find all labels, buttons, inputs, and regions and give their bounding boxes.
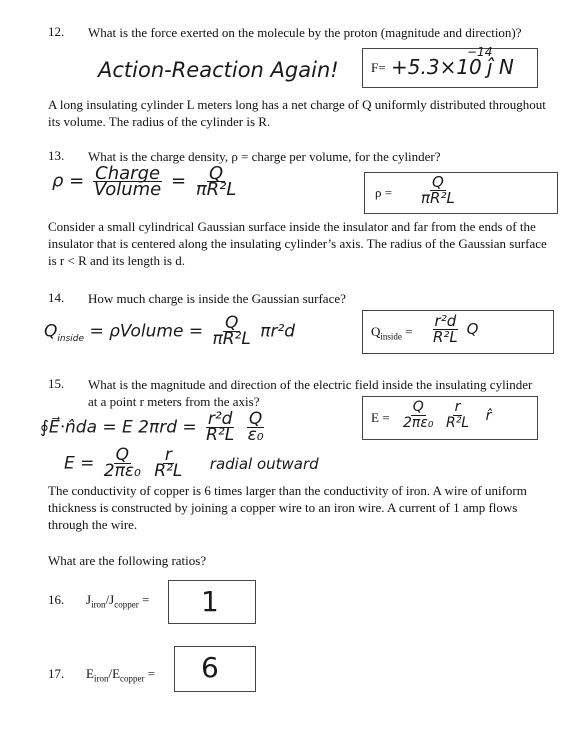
q15-handwritten-line-2 (64, 445, 319, 481)
q14-hw-mid: = ρVolume = (89, 321, 204, 342)
q12-answer-exponent: −14 (467, 45, 493, 59)
q16-label-b-sub: copper (114, 599, 139, 610)
q13-answer-fraction (419, 175, 457, 206)
q14-hw-num: Q (224, 313, 239, 333)
q15-hw-line1-num-1: r²d (207, 409, 233, 429)
intro-paragraph-conductivity: The conductivity of copper is 6 times larger than the conductivity of iron. A wire of uniform thickness is constructed by joining a copper wire to an iron wire. A current of 1 amp flows through the wire. (48, 483, 527, 532)
q15-number: 15. (48, 376, 65, 391)
q15-hw-direction-note: radial outward (209, 454, 319, 473)
q14-answer-label-sub: inside (380, 331, 402, 342)
q14-answer-tail: Q (466, 320, 479, 338)
q15-hw-line2-num-1: Q (115, 445, 130, 465)
q17-label-a-sub: iron (93, 673, 109, 684)
q15-handwritten-line-1 (40, 409, 268, 445)
q14-hw-lhs-sub: inside (57, 333, 85, 344)
q16-answer-box (168, 580, 256, 624)
q14-answer-num: r²d (434, 312, 457, 330)
q15-answer-den-1: 2πε₀ (403, 415, 434, 431)
q14-hw-lhs: Q (44, 321, 58, 342)
q17-equals: = (147, 666, 156, 681)
q15-answer-fraction-2 (444, 400, 471, 431)
q17-label-a: E (86, 666, 94, 681)
q13-hw-equals: = (171, 170, 187, 192)
intro-paragraph-cylinder: A long insulating cylinder L meters long has a net charge of Q uniformly distributed throughout its volume. The radius of the cylinder is R. (48, 97, 546, 129)
q15-text: What is the magnitude and direction of the electric field inside the insulating cylinder at a point r meters from the axis? (88, 377, 533, 409)
q15-hw-line1-lhs: ∮E⃗·n̂da = E 2πrd = (40, 417, 197, 438)
q13-hw-lhs: ρ = (52, 170, 85, 192)
q15-hw-line2-num-2: r (164, 445, 172, 465)
intro-paragraph-gaussian: Consider a small cylindrical Gaussian surface inside the insulator and far from the ends of the insulator that is centered along the insulating cylinder’s axis. The radius of the Gaussian surface is r < R and its length is d. (48, 219, 547, 268)
q17-number: 17. (48, 666, 65, 681)
q12-handwritten-work: Action-Reaction Again! (98, 58, 339, 82)
q15-hw-line1-den-2: ε₀ (247, 425, 264, 445)
q16-label (86, 592, 149, 610)
q13-hw-num-1: Charge (95, 163, 161, 184)
q16-answer-value: 1 (201, 585, 219, 618)
q15-answer-label: E = (371, 410, 390, 425)
q14-text: How much charge is inside the Gaussian surface? (88, 291, 346, 306)
q12-answer-box (362, 45, 538, 88)
q17-label-b: /E (108, 666, 121, 681)
q15-answer-den-2: R²L (445, 415, 470, 431)
q13-hw-den-2: πR²L (195, 179, 237, 200)
q15-hw-line1-fraction-1 (204, 409, 236, 445)
q15-answer-num-2: r (454, 399, 461, 415)
q14-answer-box (362, 310, 554, 354)
q16-label-a-sub: iron (91, 599, 106, 610)
q15-hw-line2-den-2: R²L (154, 461, 183, 481)
q13-hw-fraction-2 (194, 163, 239, 200)
q14-number: 14. (48, 290, 65, 305)
q17-label-b-sub: copper (120, 673, 145, 684)
q16-equals: = (141, 592, 150, 607)
q13-answer-label: ρ = (375, 185, 393, 200)
q14-hw-den: πR²L (212, 329, 251, 349)
q15-answer-expression (399, 400, 491, 431)
q14-answer-label: Q (371, 324, 381, 339)
q14-hw-fraction (211, 313, 253, 349)
q12-answer-unit: ĵ N (487, 55, 514, 79)
q17-label (86, 666, 155, 684)
q15-answer-direction: r̂ (485, 407, 492, 424)
q14-answer-label-group (371, 324, 412, 342)
q13-hw-fraction-1 (92, 163, 163, 200)
q16-label-a: J (86, 592, 92, 607)
q16-number: 16. (48, 592, 65, 607)
q15-answer-box (362, 396, 538, 440)
q12-text: What is the force exerted on the molecule by the proton (magnitude and direction)? (88, 25, 522, 40)
ratios-prompt: What are the following ratios? (48, 553, 207, 568)
q13-hw-den-1: Volume (93, 179, 162, 200)
q15-hw-line1-fraction-2 (246, 409, 266, 445)
q15-hw-line2-fraction-2 (152, 445, 184, 481)
q16-label-b: /J (105, 592, 115, 607)
q15-hw-line2-fraction-1 (102, 445, 143, 481)
q13-answer-box (364, 172, 558, 214)
q13-answer-num: Q (432, 173, 444, 191)
q14-answer-eq: = (405, 324, 413, 339)
q14-hw-tail: πr²d (260, 321, 296, 342)
q14-answer-fraction (431, 314, 460, 345)
q13-handwritten-work (52, 163, 240, 200)
q15-answer-num-1: Q (412, 399, 424, 415)
q12-answer-value: +5.3×10 (391, 55, 482, 79)
q13-number: 13. (48, 148, 65, 163)
q15-hw-line2-den-1: 2πε₀ (103, 461, 141, 481)
q14-answer-expression (429, 314, 478, 345)
q15-hw-line2-lhs: E = (64, 453, 95, 474)
q17-answer-value: 6 (201, 651, 219, 684)
q15-hw-line1-den-1: R²L (206, 425, 235, 445)
q12-number: 12. (48, 24, 65, 39)
q14-handwritten-work (44, 313, 296, 349)
q13-answer-den: πR²L (421, 189, 455, 207)
q15-hw-line1-num-2: Q (248, 409, 263, 429)
q13-hw-num-2: Q (209, 163, 224, 184)
q17-answer-box (174, 646, 256, 692)
q12-answer-label: F= (371, 60, 386, 75)
q13-text: What is the charge density, ρ = charge per volume, for the cylinder? (88, 149, 441, 164)
q14-answer-den: R²L (433, 328, 458, 346)
q15-answer-fraction-1 (401, 400, 436, 431)
